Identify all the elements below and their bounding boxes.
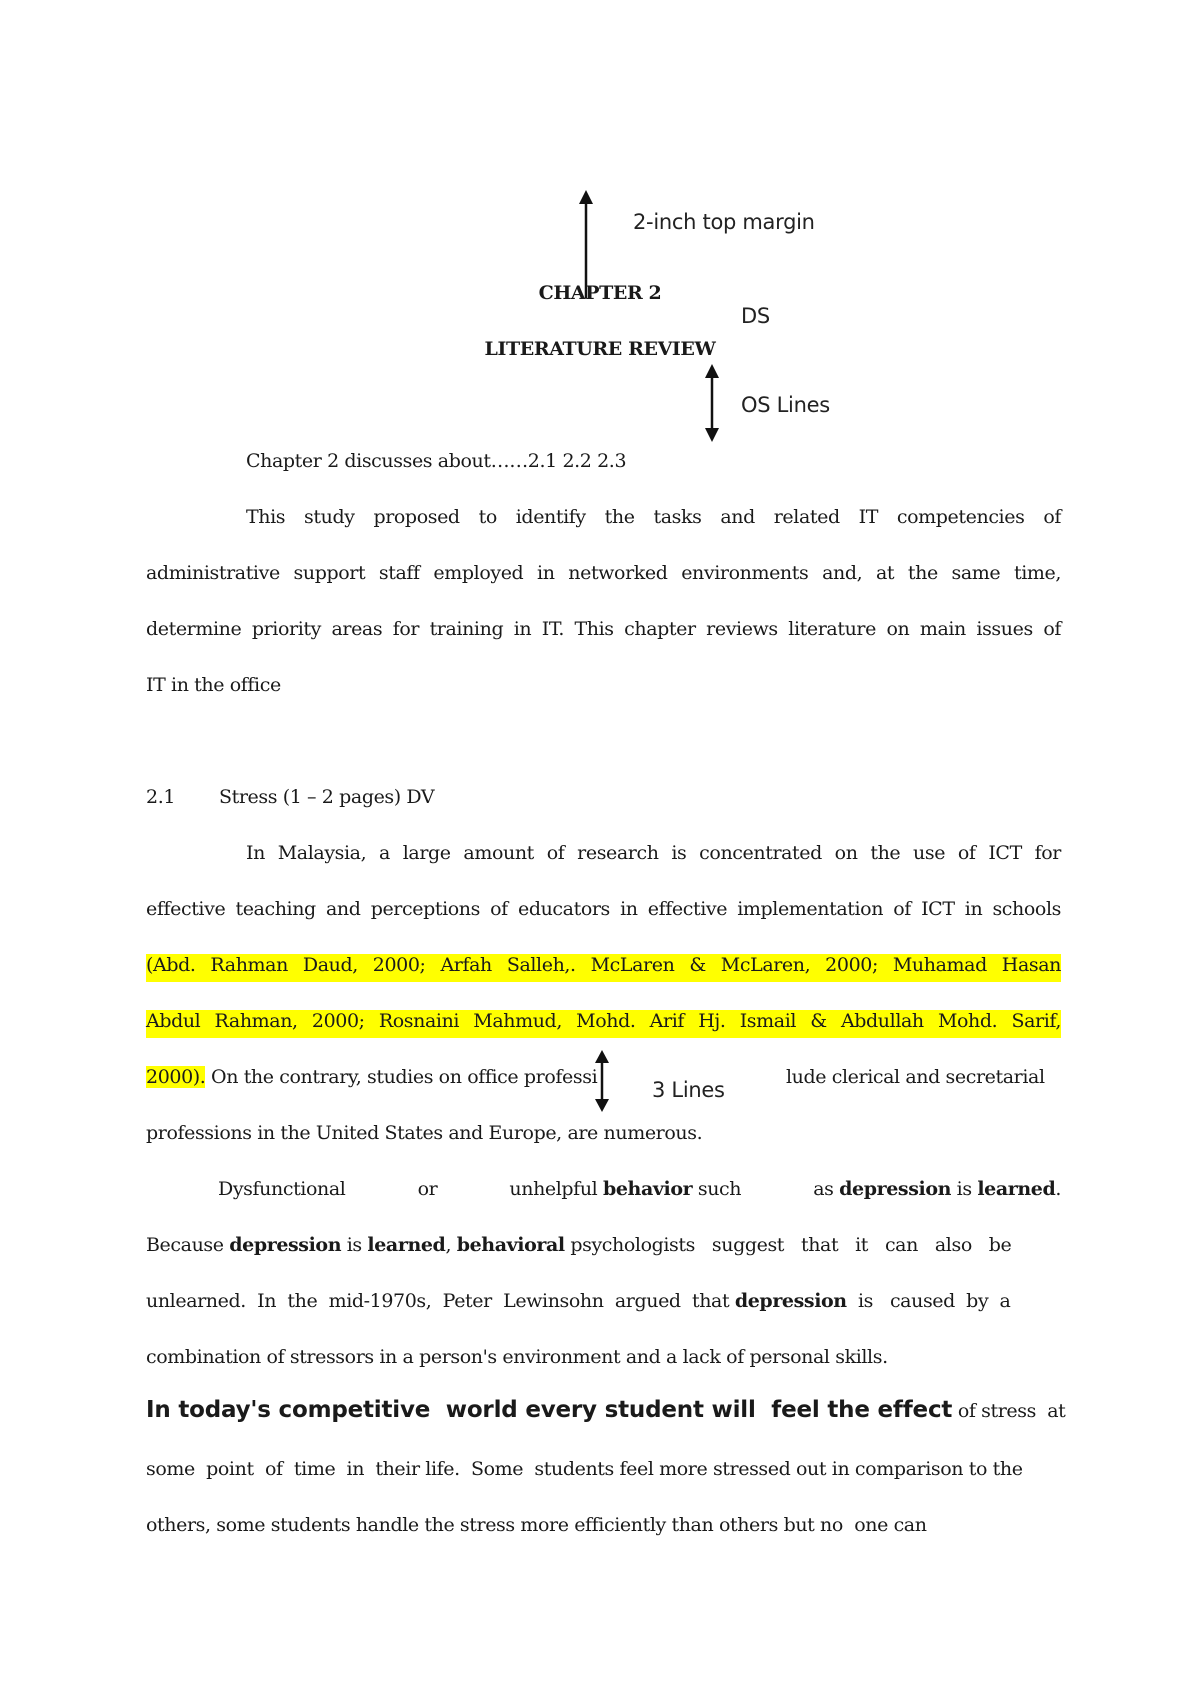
ds-note: DS <box>741 304 770 328</box>
section-title: Stress (1 – 2 pages) DV <box>219 786 435 808</box>
para2-line-6: professions in the United States and Europe, are numerous. <box>146 1122 703 1144</box>
top-margin-note: 2-inch top margin <box>633 210 815 234</box>
para2-line-2: effective teaching and perceptions of educators in effective implementation of ICT in schools <box>146 898 1061 920</box>
os-lines-note: OS Lines <box>741 393 830 417</box>
para2-line-5-text-b: lude clerical and secretarial <box>786 1066 1045 1088</box>
para3-line-4: combination of stressors in a person's environment and a lack of personal skills. <box>146 1346 888 1368</box>
intro-line-2: administrative support staff employed in networked environments and, at the same time, <box>146 562 1061 584</box>
para3-line-2: Because depression is learned, behavioral psychologists suggest that it can also be <box>146 1234 1012 1256</box>
para4-lead: In today's competitive world every student will feel the effect <box>146 1397 953 1423</box>
three-lines-arrow <box>592 1050 612 1112</box>
intro-line-3: determine priority areas for training in IT. This chapter reviews literature on main issues of <box>146 618 1061 640</box>
word-group: as depression is learned. <box>813 1178 1061 1200</box>
para4-line-2: some point of time in their life. Some students feel more stressed out in comparison to the <box>146 1458 1023 1480</box>
para2-line-3-citation: (Abd. Rahman Daud, 2000; Arfah Salleh,. McLaren & McLaren, 2000; Muhamad Hasan <box>146 954 1061 982</box>
para2-line-4-citation: Abdul Rahman, 2000; Rosnaini Mahmud, Mohd. Arif Hj. Ismail & Abdullah Mohd. Sarif, <box>146 1010 1061 1038</box>
intro-line-1: This study proposed to identify the tasks and related IT competencies of <box>246 506 1061 528</box>
para2-line-5-text-a: On the contrary, studies on office professi <box>211 1066 598 1088</box>
word-group: unhelpful behavior such <box>509 1178 742 1200</box>
word: Dysfunctional <box>218 1178 346 1200</box>
section-number: 2.1 <box>146 786 176 808</box>
para3-line-3: unlearned. In the mid-1970s, Peter Lewinsohn argued that depression is caused by a <box>146 1290 1011 1312</box>
para4-line-3: others, some students handle the stress more efficiently than others but no one can <box>146 1514 927 1536</box>
chapter-overview: Chapter 2 discusses about……2.1 2.2 2.3 <box>246 450 627 472</box>
intro-line-4: IT in the office <box>146 674 281 696</box>
three-lines-note: 3 Lines <box>652 1078 725 1102</box>
para3-line-1 <box>218 1178 1061 1200</box>
word: or <box>417 1178 438 1200</box>
citation-year: 2000). <box>146 1066 206 1088</box>
para2-line-1: In Malaysia, a large amount of research is concentrated on the use of ICT for <box>246 842 1061 864</box>
chapter-title: LITERATURE REVIEW <box>484 338 716 360</box>
os-lines-arrow <box>702 364 722 442</box>
para4-line-1: In today's competitive world every student will feel the effect of stress at <box>146 1397 1066 1423</box>
chapter-number: CHAPTER 2 <box>538 282 662 304</box>
